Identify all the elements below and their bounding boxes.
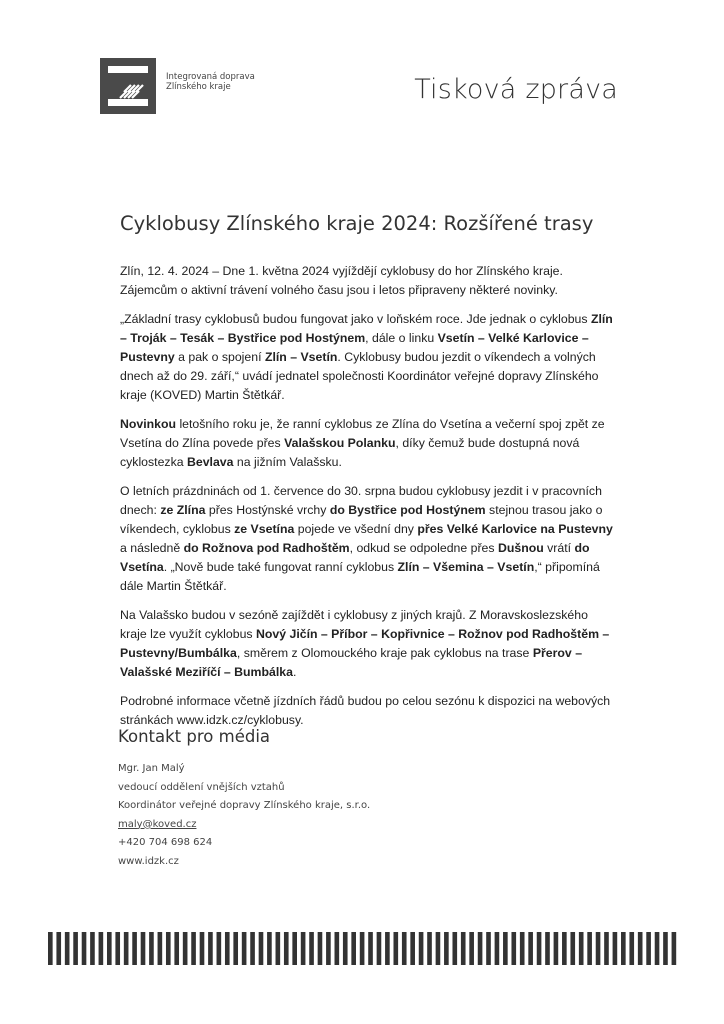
text-run: , díky čemuž bude dostupná nová cyklostezka (120, 436, 580, 469)
org-name-line2: Zlínského kraje (166, 82, 231, 92)
text-run: a pak o spojení (174, 350, 265, 364)
text-run: . Cyklobusy budou jezdit o víkendech a volných dnech až do 29. září,“ uvádí jednatel společnosti Koordinátor veřejné dopravy Zlínského kraje (KOVED) Martin Štětkář. (120, 350, 599, 402)
text-run: . (292, 665, 297, 679)
text-run: Na Valašsko budou v sezóně zajíždět i cyklobusy z jiných krajů. Z Moravskoslezského kraje lze využít cyklobus (120, 608, 588, 641)
bold-text: Novinkou (120, 417, 177, 431)
bold-text: Bevlava (186, 455, 234, 469)
text-run: , směrem z Olomouckého kraje pak cyklobus na trase (236, 646, 533, 660)
org-name-line1: Integrovaná doprava (166, 72, 255, 82)
bold-text: přes Velké Karlovice na Pustevny (417, 522, 613, 536)
paragraph-1 (120, 262, 616, 300)
bold-text: Dušnou (497, 541, 544, 555)
text-run: a následně (120, 541, 184, 555)
org-name (166, 72, 255, 92)
text-run: Podrobné informace včetně jízdních řádů budou po celou sezónu k dispozici na webových stránkách www.idzk.cz/cyklobusy. (120, 694, 611, 727)
contact-company: Koordinátor veřejné dopravy Zlínského kraje, s.r.o. (118, 800, 371, 812)
bold-text: Vsetín – Velké Karlovice – Pustevny (120, 331, 589, 364)
text-run: . „Nově bude také fungovat ranní cyklobus (163, 560, 398, 574)
text-run: ,“ připomíná dále Martin Štětkář. (120, 560, 600, 593)
text-run: Zlín, 12. 4. 2024 – Dne 1. května 2024 vyjíždějí cyklobusy do hor Zlínského kraje. Zájemcům o aktivní trávení volného času jsou i letos připraveny některé novinky. (120, 264, 563, 297)
bold-text: Valašskou Polanku (284, 436, 396, 450)
contact-web: www.idzk.cz (118, 855, 179, 867)
bold-text: ze Zlína (160, 503, 206, 517)
contact-name: Mgr. Jan Malý (118, 763, 185, 774)
text-run: pojede ve všední dny (294, 522, 418, 536)
paragraph-4 (120, 482, 616, 596)
contact-block (118, 760, 370, 872)
text-run: letošního roku je, že ranní cyklobus ze Zlína do Vsetína a večerní spoj zpět ze Vsetína do Zlína povede přes (120, 417, 605, 450)
contact-phone: +420 704 698 624 (118, 837, 213, 849)
text-run: O letních prázdninách od 1. července do 30. srpna budou cyklobusy jezdit i v pracovních dnech: (120, 484, 602, 517)
bold-text: Nový Jičín – Příbor – Kopřivnice – Rožnov pod Radhoštěm – Pustevny/Bumbálka (120, 627, 610, 660)
press-release-title: Tisková zpráva (414, 74, 618, 105)
paragraph-6 (120, 692, 616, 730)
text-run: , dále o linku (365, 331, 438, 345)
barcode-stripes-icon (48, 932, 680, 965)
paragraph-5 (120, 606, 616, 682)
paragraph-2 (120, 310, 616, 405)
article-body (120, 262, 616, 740)
bold-text: Zlín – Všemina – Vsetín (397, 560, 535, 574)
bold-text: do Rožnova pod Radhoštěm (183, 541, 350, 555)
text-run: , odkud se odpoledne přes (349, 541, 498, 555)
bold-text: Zlín – Vsetín (264, 350, 338, 364)
zlin-z-logo-icon (100, 58, 156, 114)
text-run: na jižním Valašsku. (233, 455, 342, 469)
text-run: stejnou trasou jako o víkendech, cyklobus (120, 503, 603, 536)
bold-text: do Vsetína (120, 541, 590, 574)
text-run: přes Hostýnské vrchy (205, 503, 330, 517)
contact-title: Kontakt pro média (118, 727, 271, 746)
contact-email-link[interactable]: maly@koved.cz (118, 818, 197, 830)
bold-text: ze Vsetína (234, 522, 295, 536)
text-run: „Základní trasy cyklobusů budou fungovat jako v loňském roce. Jde jednak o cyklobus (120, 312, 591, 326)
contact-role: vedoucí oddělení vnějších vztahů (118, 781, 285, 793)
article-headline: Cyklobusy Zlínského kraje 2024: Rozšířené trasy (120, 212, 594, 235)
paragraph-3 (120, 415, 616, 472)
bold-text: do Bystřice pod Hostýnem (329, 503, 486, 517)
bold-text: Zlín – Troják – Tesák – Bystřice pod Hostýnem (120, 312, 613, 345)
text-run: vrátí (543, 541, 575, 555)
bold-text: Přerov – Valašské Meziříčí – Bumbálka (120, 646, 583, 679)
